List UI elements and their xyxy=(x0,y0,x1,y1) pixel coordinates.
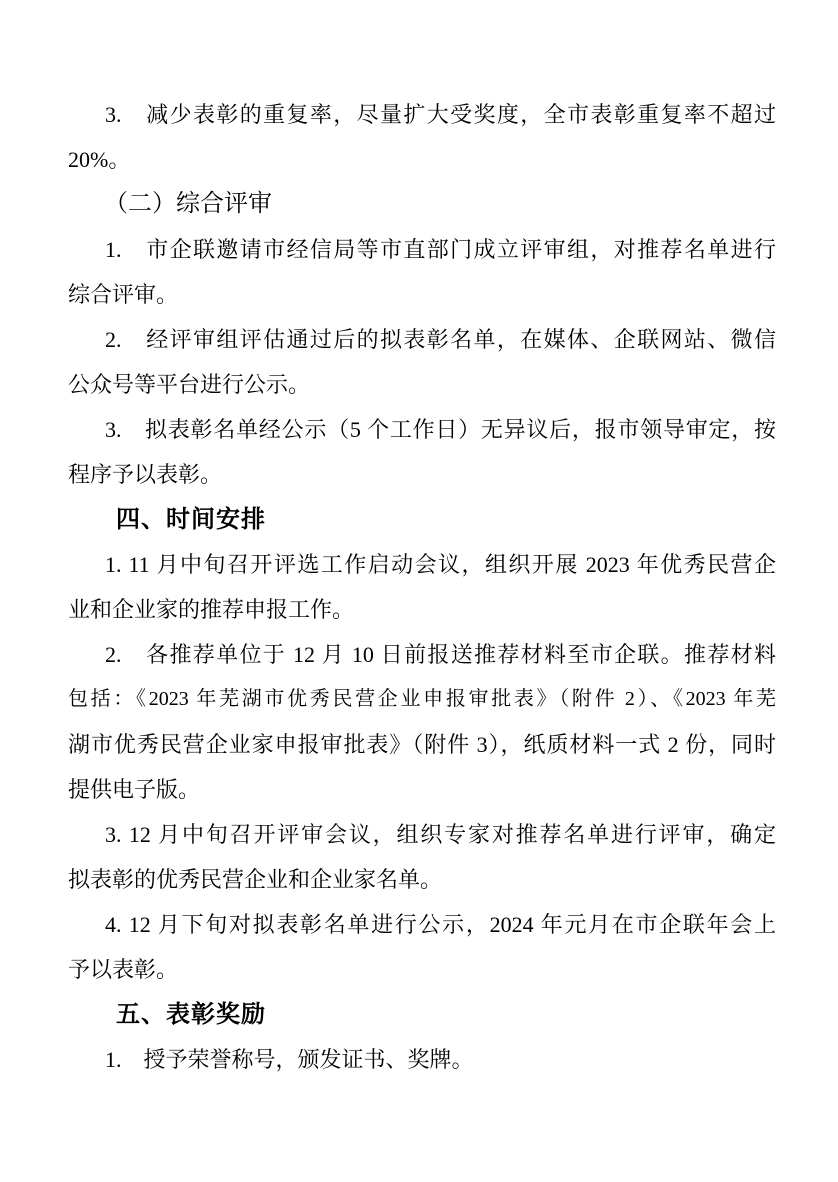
paragraph-line: 包括：《2023 年芜湖市优秀民营企业申报审批表》（附件 2）、《2023 年芜 xyxy=(68,688,776,710)
section-heading-level2: （二）综合评审 xyxy=(104,191,272,217)
paragraph-line: 综合评审。 xyxy=(68,282,179,307)
paragraph-line: 1. 11 月中旬召开评选工作启动会议，组织开展 2023 年优秀民营企 xyxy=(105,552,776,577)
paragraph-line: 2. 经评审组评估通过后的拟表彰名单，在媒体、企联网站、微信 xyxy=(105,327,776,352)
paragraph-line: 3. 减少表彰的重复率，尽量扩大受奖度，全市表彰重复率不超过 xyxy=(105,102,776,127)
paragraph-line: 拟表彰的优秀民营企业和企业家名单。 xyxy=(68,867,443,892)
paragraph-line: 业和企业家的推荐申报工作。 xyxy=(68,597,355,622)
paragraph-line: 公众号等平台进行公示。 xyxy=(68,372,311,397)
paragraph-line: 3. 12 月中旬召开评审会议，组织专家对推荐名单进行评审，确定 xyxy=(105,822,776,847)
section-heading-level1: 四、时间安排 xyxy=(116,506,266,533)
section-heading-level1: 五、表彰奖励 xyxy=(116,1001,266,1028)
paragraph-line: 2. 各推荐单位于 12 月 10 日前报送推荐材料至市企联。推荐材料 xyxy=(105,642,776,667)
paragraph-line: 予以表彰。 xyxy=(68,957,179,982)
paragraph-line: 20%。 xyxy=(68,147,131,172)
paragraph-line: 1. 市企联邀请市经信局等市直部门成立评审组，对推荐名单进行 xyxy=(105,237,776,262)
paragraph-line: 湖市优秀民营企业家申报审批表》（附件 3），纸质材料一式 2 份，同时 xyxy=(68,732,776,757)
paragraph-line: 1. 授予荣誉称号，颁发证书、奖牌。 xyxy=(105,1047,474,1072)
paragraph-line: 4. 12 月下旬对拟表彰名单进行公示，2024 年元月在市企联年会上 xyxy=(105,912,776,937)
paragraph-line: 3. 拟表彰名单经公示（5 个工作日）无异议后，报市领导审定，按 xyxy=(105,417,776,442)
paragraph-line: 提供电子版。 xyxy=(68,777,201,802)
paragraph-line: 程序予以表彰。 xyxy=(68,462,223,487)
document-body xyxy=(68,92,776,1082)
